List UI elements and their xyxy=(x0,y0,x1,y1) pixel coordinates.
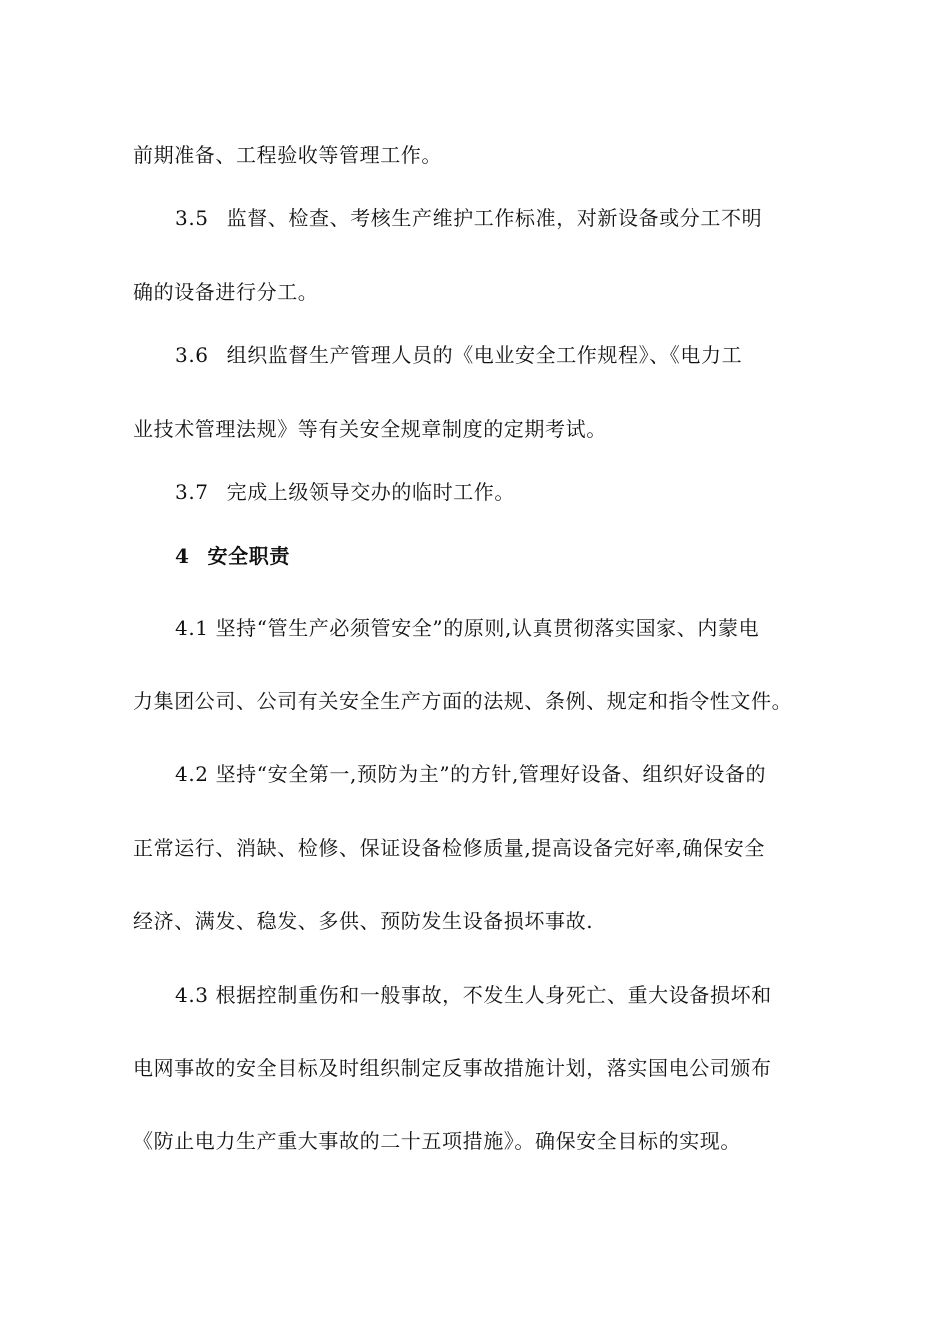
clause-3-5-line xyxy=(175,204,830,232)
section-number: 4 xyxy=(175,544,190,568)
line-text: 业技术管理法规》等有关安全规章制度的定期考试。 xyxy=(133,417,607,441)
section-heading xyxy=(175,542,830,570)
clause-4-1-line xyxy=(175,614,830,642)
line-text: 4.2 坚持“安全第一,预防为主”的方针,管理好设备、组织好设备的 xyxy=(175,762,767,786)
clause-3-6-line xyxy=(175,341,830,369)
line-text: 确的设备进行分工。 xyxy=(133,280,319,304)
line-text: 4.3 根据控制重伤和一般事故，不发生人身死亡、重大设备损坏和 xyxy=(175,983,772,1007)
text-line xyxy=(133,907,833,935)
line-text: 电网事故的安全目标及时组织制定反事故措施计划，落实国电公司颁布 xyxy=(133,1056,772,1080)
text-line xyxy=(133,1127,833,1155)
line-text: 4.1 坚持“管生产必须管安全”的原则,认真贯彻落实国家、内蒙电 xyxy=(175,616,760,640)
clause-number: 3.6 xyxy=(175,343,209,367)
line-text: 力集团公司、公司有关安全生产方面的法规、条例、规定和指令性文件。 xyxy=(133,689,793,713)
clause-3-7-line xyxy=(175,478,830,506)
clause-number: 3.7 xyxy=(175,480,209,504)
clause-number: 3.5 xyxy=(175,206,209,230)
text-line xyxy=(133,1054,833,1082)
section-title: 安全职责 xyxy=(207,544,290,568)
line-text: 组织监督生产管理人员的《电业安全工作规程》、《电力工 xyxy=(226,343,743,367)
clause-4-3-line xyxy=(175,981,830,1009)
line-text: 完成上级领导交办的临时工作。 xyxy=(226,480,516,504)
line-text: 《防止电力生产重大事故的二十五项措施》。确保安全目标的实现。 xyxy=(133,1129,741,1153)
text-line xyxy=(133,141,833,169)
line-text: 经济、满发、稳发、多供、预防发生设备损坏事故. xyxy=(133,909,594,933)
text-line xyxy=(133,687,833,715)
line-text: 监督、检查、考核生产维护工作标准，对新设备或分工不明 xyxy=(226,206,763,230)
line-text: 正常运行、消缺、检修、保证设备检修质量,提高设备完好率,确保安全 xyxy=(133,836,765,860)
clause-4-2-line xyxy=(175,760,830,788)
text-line xyxy=(133,278,833,306)
text-line xyxy=(133,834,833,862)
text-line xyxy=(133,415,833,443)
line-text: 前期准备、工程验收等管理工作。 xyxy=(133,143,442,167)
